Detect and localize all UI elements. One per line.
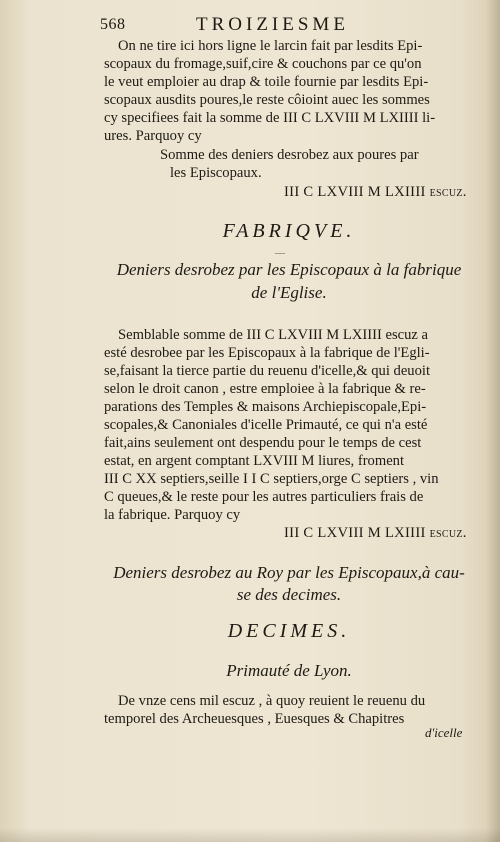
subheading-fabrique: Deniers desrobez par les Episcopaux à la fabrique [116, 260, 462, 279]
page-number: 568 [100, 16, 126, 33]
text-line: On ne tire ici hors ligne le larcin fait par lesdits Epi- [118, 38, 423, 54]
subheading-roy: Deniers desrobez au Roy par les Episcopaux,à cau- [113, 563, 465, 582]
section-title-fabrique: FABRIQVE. [222, 220, 356, 242]
text-line: scopaux du fromage,suif,cire & couchons par ce qu'on [104, 56, 422, 72]
text-line: scopales,& Canoniales d'icelle Primauté, ce qui n'a esté [104, 417, 428, 433]
text-line: estat, en argent comptant LXVIII M liures, froment [104, 453, 405, 469]
sum-line: Somme des deniers desrobez aux poures par [160, 147, 419, 163]
amount-total: III C LXVIII M LXIIII escuz. [284, 184, 467, 200]
text-line: selon le droit canon , estre emploiee à la fabrique & re- [104, 381, 426, 397]
text-line: ures. Parquoy cy [104, 128, 202, 144]
ornament-mark: — [275, 248, 285, 259]
text-line: le veut emploier au drap & toile fournie par lesdits Epi- [104, 74, 429, 90]
subheading-primaute: Primauté de Lyon. [226, 661, 352, 680]
page-header [100, 14, 475, 38]
text-line: temporel des Archeuesques , Euesques & Chapitres [104, 711, 405, 727]
running-title: TROIZIESME [196, 14, 349, 35]
sum-line: les Episcopaux. [170, 165, 262, 181]
text-line: la fabrique. Parquoy cy [104, 507, 241, 523]
text-line: scopaux ausdits poures,le reste côioint auec les sommes [104, 92, 430, 108]
text-line: cy specifiees fait la somme de III C LXVIII M LXIIII li- [104, 110, 436, 126]
text-line: se,faisant la tierce partie du reuenu d'icelle,& qui deuoit [104, 363, 430, 379]
subheading-roy: se des decimes. [236, 585, 342, 604]
text-line: Semblable somme de III C LXVIII M LXIIII escuz a [118, 327, 429, 343]
text-line: C queues,& le reste pour les autres particuliers frais de [104, 489, 424, 505]
text-line: III C XX septiers,seille I I C septiers,orge C septiers , vin [104, 471, 439, 487]
text-line: De vnze cens mil escuz , à quoy reuient le reuenu du [118, 693, 426, 709]
text-line: esté desrobee par les Episcopaux à la fabrique de l'Egli- [104, 345, 430, 361]
amount-total: III C LXVIII M LXIIII escuz. [284, 525, 467, 541]
text-line: parations des Temples & maisons Archiepiscopale,Epi- [104, 399, 427, 415]
catchword: d'icelle [425, 725, 463, 740]
section-title-decimes: DECIMES. [227, 620, 351, 642]
page-bottom-shadow [0, 828, 500, 842]
text-line: fait,ains seulement ont despendu pour le temps de cest [104, 435, 422, 451]
subheading-fabrique: de l'Eglise. [251, 283, 327, 302]
page-edge-shadow [486, 0, 500, 842]
